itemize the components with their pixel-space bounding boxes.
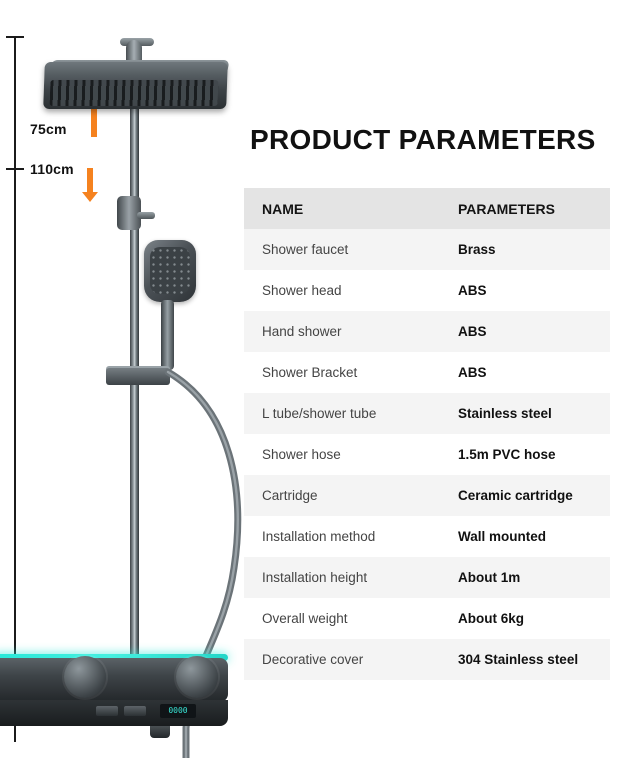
- flow-selector-knob[interactable]: [176, 656, 218, 698]
- hand-shower-nozzle-face: [150, 247, 190, 294]
- spec-value: ABS: [458, 365, 487, 380]
- table-row: [244, 598, 610, 639]
- specifications-table: [244, 188, 610, 680]
- spec-name: Shower Bracket: [262, 365, 358, 380]
- page-title: PRODUCT PARAMETERS: [250, 124, 596, 155]
- thermostatic-mixer-bar: [0, 640, 252, 765]
- table-row: [244, 475, 610, 516]
- spec-name: Cartridge: [262, 488, 318, 503]
- temperature-display: 0000: [160, 704, 196, 718]
- dimension-label-110cm: 110cm: [30, 161, 74, 177]
- spec-value: 1.5m PVC hose: [458, 447, 556, 462]
- tub-spout-outlet: [150, 726, 170, 738]
- table-row: [244, 434, 610, 475]
- spec-name: L tube/shower tube: [262, 406, 377, 421]
- hand-shower-bracket-arm: [137, 212, 155, 219]
- spec-name: Shower head: [262, 283, 342, 298]
- spec-name: Shower faucet: [262, 242, 349, 257]
- temperature-knob[interactable]: [64, 656, 106, 698]
- arrow-down-stem: [87, 168, 93, 192]
- spec-value: Ceramic cartridge: [458, 488, 573, 503]
- table-header-row: [244, 188, 610, 229]
- table-row: [244, 557, 610, 598]
- spec-value: Stainless steel: [458, 406, 552, 421]
- measurement-tick-top: [6, 36, 24, 38]
- table-row: [244, 639, 610, 680]
- spec-name: Hand shower: [262, 324, 342, 339]
- spec-name: Installation method: [262, 529, 376, 544]
- dimension-label-75cm: 75cm: [30, 121, 67, 137]
- table-row: [244, 229, 610, 270]
- mode-button-2[interactable]: [124, 706, 146, 716]
- specifications-panel: [240, 0, 630, 765]
- spec-value: Brass: [458, 242, 496, 257]
- spec-name: Decorative cover: [262, 652, 364, 667]
- column-header-name: NAME: [244, 188, 440, 229]
- arrow-down-icon: [82, 192, 98, 202]
- column-header-parameters: PARAMETERS: [440, 188, 610, 229]
- spec-value: ABS: [458, 324, 487, 339]
- rain-shower-nozzle-face: [50, 80, 219, 106]
- spec-name: Overall weight: [262, 611, 348, 626]
- measurement-line: [14, 36, 16, 742]
- hand-shower-handle: [161, 300, 174, 370]
- table-row: [244, 270, 610, 311]
- spec-name: Installation height: [262, 570, 368, 585]
- spec-value: About 1m: [458, 570, 521, 585]
- shower-riser-tube: [130, 60, 139, 660]
- product-image-panel: [0, 0, 252, 765]
- table-row: [244, 311, 610, 352]
- spec-value: 304 Stainless steel: [458, 652, 579, 667]
- table-row: [244, 393, 610, 434]
- spec-value: About 6kg: [458, 611, 524, 626]
- spec-value: ABS: [458, 283, 487, 298]
- table-row: [244, 516, 610, 557]
- spec-value: Wall mounted: [458, 529, 546, 544]
- mode-button-1[interactable]: [96, 706, 118, 716]
- table-row: [244, 352, 610, 393]
- measurement-tick-middle: [6, 168, 24, 170]
- spec-name: Shower hose: [262, 447, 341, 462]
